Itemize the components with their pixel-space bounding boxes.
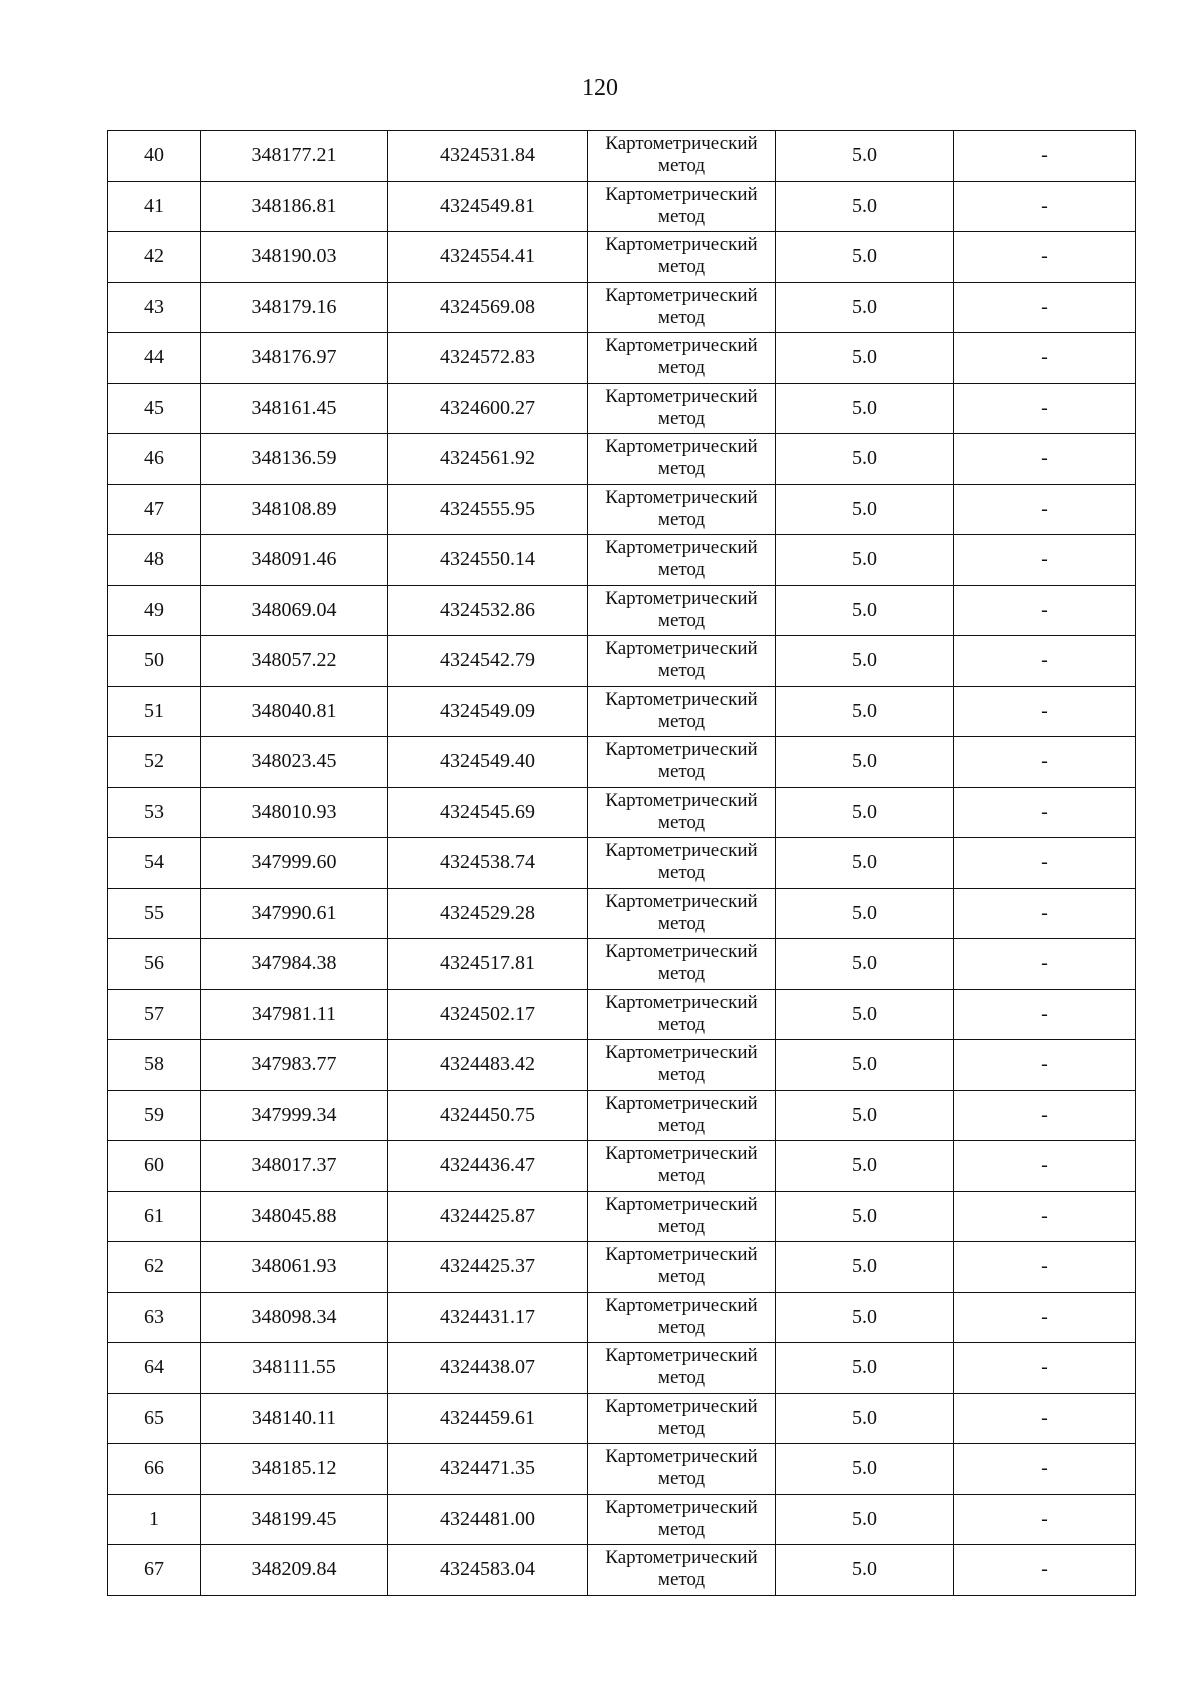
x-coordinate-cell: 348069.04 bbox=[201, 585, 388, 636]
table-row bbox=[108, 1191, 1136, 1242]
method-cell bbox=[588, 686, 776, 737]
table-row bbox=[108, 535, 1136, 586]
table-row bbox=[108, 1040, 1136, 1091]
note-cell: - bbox=[954, 989, 1136, 1040]
accuracy-cell: 5.0 bbox=[776, 686, 954, 737]
x-coordinate-cell: 348111.55 bbox=[201, 1343, 388, 1394]
x-coordinate-cell: 348023.45 bbox=[201, 737, 388, 788]
table-row bbox=[108, 1545, 1136, 1596]
point-number-cell: 47 bbox=[108, 484, 201, 535]
x-coordinate-cell: 348136.59 bbox=[201, 434, 388, 485]
point-number-cell: 54 bbox=[108, 838, 201, 889]
method-line-1: Картометрический bbox=[605, 385, 758, 407]
method-line-1: Картометрический bbox=[605, 890, 758, 912]
method-line-2: метод bbox=[657, 963, 706, 984]
method-cell bbox=[588, 434, 776, 485]
note-cell: - bbox=[954, 1090, 1136, 1141]
table-row bbox=[108, 434, 1136, 485]
method-cell bbox=[588, 838, 776, 889]
x-coordinate-cell: 348091.46 bbox=[201, 535, 388, 586]
note-cell: - bbox=[954, 484, 1136, 535]
note-cell: - bbox=[954, 939, 1136, 990]
method-cell bbox=[588, 1191, 776, 1242]
method-line-2: метод bbox=[657, 559, 706, 580]
note-cell: - bbox=[954, 1545, 1136, 1596]
accuracy-cell: 5.0 bbox=[776, 434, 954, 485]
accuracy-cell: 5.0 bbox=[776, 1292, 954, 1343]
accuracy-cell: 5.0 bbox=[776, 888, 954, 939]
note-cell: - bbox=[954, 1242, 1136, 1293]
method-line-1: Картометрический bbox=[605, 991, 758, 1013]
method-line-2: метод bbox=[657, 912, 706, 934]
table-row bbox=[108, 232, 1136, 283]
y-coordinate-cell: 4324436.47 bbox=[388, 1141, 588, 1192]
method-line-1: Картометрический bbox=[605, 1244, 758, 1265]
note-cell: - bbox=[954, 131, 1136, 182]
accuracy-cell: 5.0 bbox=[776, 1343, 954, 1394]
y-coordinate-cell: 4324549.81 bbox=[388, 181, 588, 232]
method-line-2: метод bbox=[657, 1114, 706, 1136]
method-line-1: Картометрический bbox=[605, 1294, 758, 1316]
x-coordinate-cell: 348209.84 bbox=[201, 1545, 388, 1596]
x-coordinate-cell: 347999.60 bbox=[201, 838, 388, 889]
method-cell bbox=[588, 383, 776, 434]
method-line-2: метод bbox=[657, 407, 706, 429]
note-cell: - bbox=[954, 1393, 1136, 1444]
accuracy-cell: 5.0 bbox=[776, 484, 954, 535]
note-cell: - bbox=[954, 232, 1136, 283]
x-coordinate-cell: 348040.81 bbox=[201, 686, 388, 737]
point-number-cell: 53 bbox=[108, 787, 201, 838]
point-number-cell: 49 bbox=[108, 585, 201, 636]
method-line-1: Картометрический bbox=[605, 234, 758, 255]
note-cell: - bbox=[954, 333, 1136, 384]
x-coordinate-cell: 347981.11 bbox=[201, 989, 388, 1040]
note-cell: - bbox=[954, 181, 1136, 232]
note-cell: - bbox=[954, 737, 1136, 788]
note-cell: - bbox=[954, 1444, 1136, 1495]
method-cell bbox=[588, 333, 776, 384]
y-coordinate-cell: 4324572.83 bbox=[388, 333, 588, 384]
table-row bbox=[108, 181, 1136, 232]
table-row bbox=[108, 1141, 1136, 1192]
coordinates-table bbox=[107, 130, 1136, 1596]
method-line-2: метод bbox=[657, 508, 706, 530]
method-line-1: Картометрический bbox=[605, 587, 758, 609]
point-number-cell: 55 bbox=[108, 888, 201, 939]
method-cell bbox=[588, 282, 776, 333]
y-coordinate-cell: 4324600.27 bbox=[388, 383, 588, 434]
method-line-1: Картометрический bbox=[605, 688, 758, 710]
accuracy-cell: 5.0 bbox=[776, 1494, 954, 1545]
point-number-cell: 60 bbox=[108, 1141, 201, 1192]
point-number-cell: 63 bbox=[108, 1292, 201, 1343]
method-cell bbox=[588, 131, 776, 182]
note-cell: - bbox=[954, 1191, 1136, 1242]
point-number-cell: 58 bbox=[108, 1040, 201, 1091]
note-cell: - bbox=[954, 585, 1136, 636]
accuracy-cell: 5.0 bbox=[776, 383, 954, 434]
method-line-2: метод bbox=[657, 761, 706, 782]
y-coordinate-cell: 4324549.40 bbox=[388, 737, 588, 788]
method-cell bbox=[588, 1393, 776, 1444]
table-row bbox=[108, 383, 1136, 434]
method-cell bbox=[588, 1444, 776, 1495]
y-coordinate-cell: 4324542.79 bbox=[388, 636, 588, 687]
y-coordinate-cell: 4324502.17 bbox=[388, 989, 588, 1040]
x-coordinate-cell: 347984.38 bbox=[201, 939, 388, 990]
table-row bbox=[108, 787, 1136, 838]
x-coordinate-cell: 348190.03 bbox=[201, 232, 388, 283]
x-coordinate-cell: 348108.89 bbox=[201, 484, 388, 535]
accuracy-cell: 5.0 bbox=[776, 989, 954, 1040]
x-coordinate-cell: 348017.37 bbox=[201, 1141, 388, 1192]
table-row bbox=[108, 737, 1136, 788]
y-coordinate-cell: 4324550.14 bbox=[388, 535, 588, 586]
method-cell bbox=[588, 181, 776, 232]
accuracy-cell: 5.0 bbox=[776, 585, 954, 636]
table-row bbox=[108, 585, 1136, 636]
x-coordinate-cell: 348098.34 bbox=[201, 1292, 388, 1343]
x-coordinate-cell: 348140.11 bbox=[201, 1393, 388, 1444]
point-number-cell: 59 bbox=[108, 1090, 201, 1141]
note-cell: - bbox=[954, 1040, 1136, 1091]
method-line-2: метод bbox=[657, 710, 706, 732]
accuracy-cell: 5.0 bbox=[776, 737, 954, 788]
y-coordinate-cell: 4324517.81 bbox=[388, 939, 588, 990]
note-cell: - bbox=[954, 686, 1136, 737]
y-coordinate-cell: 4324569.08 bbox=[388, 282, 588, 333]
table-row bbox=[108, 484, 1136, 535]
method-line-2: метод bbox=[657, 1518, 706, 1540]
y-coordinate-cell: 4324555.95 bbox=[388, 484, 588, 535]
accuracy-cell: 5.0 bbox=[776, 535, 954, 586]
y-coordinate-cell: 4324538.74 bbox=[388, 838, 588, 889]
method-cell bbox=[588, 1545, 776, 1596]
method-line-1: Картометрический bbox=[605, 183, 758, 205]
point-number-cell: 48 bbox=[108, 535, 201, 586]
accuracy-cell: 5.0 bbox=[776, 1141, 954, 1192]
method-line-2: метод bbox=[657, 811, 706, 833]
note-cell: - bbox=[954, 434, 1136, 485]
x-coordinate-cell: 348186.81 bbox=[201, 181, 388, 232]
method-line-1: Картометрический bbox=[605, 335, 758, 356]
accuracy-cell: 5.0 bbox=[776, 939, 954, 990]
method-line-2: метод bbox=[657, 1468, 706, 1489]
y-coordinate-cell: 4324532.86 bbox=[388, 585, 588, 636]
method-line-2: метод bbox=[657, 458, 706, 479]
accuracy-cell: 5.0 bbox=[776, 1090, 954, 1141]
method-line-1: Картометрический bbox=[605, 486, 758, 508]
y-coordinate-cell: 4324554.41 bbox=[388, 232, 588, 283]
method-line-2: метод bbox=[657, 306, 706, 328]
method-line-2: метод bbox=[657, 1215, 706, 1237]
method-line-1: Картометрический bbox=[605, 840, 758, 861]
point-number-cell: 46 bbox=[108, 434, 201, 485]
x-coordinate-cell: 348185.12 bbox=[201, 1444, 388, 1495]
method-cell bbox=[588, 1040, 776, 1091]
table-row bbox=[108, 333, 1136, 384]
note-cell: - bbox=[954, 636, 1136, 687]
note-cell: - bbox=[954, 787, 1136, 838]
page-number: 120 bbox=[582, 75, 618, 101]
note-cell: - bbox=[954, 1292, 1136, 1343]
accuracy-cell: 5.0 bbox=[776, 131, 954, 182]
point-number-cell: 41 bbox=[108, 181, 201, 232]
method-line-2: метод bbox=[657, 862, 706, 883]
method-cell bbox=[588, 232, 776, 283]
x-coordinate-cell: 347999.34 bbox=[201, 1090, 388, 1141]
table-row bbox=[108, 282, 1136, 333]
point-number-cell: 57 bbox=[108, 989, 201, 1040]
method-cell bbox=[588, 737, 776, 788]
x-coordinate-cell: 348179.16 bbox=[201, 282, 388, 333]
accuracy-cell: 5.0 bbox=[776, 838, 954, 889]
point-number-cell: 51 bbox=[108, 686, 201, 737]
method-line-1: Картометрический bbox=[605, 1446, 758, 1467]
method-line-1: Картометрический bbox=[605, 537, 758, 558]
accuracy-cell: 5.0 bbox=[776, 787, 954, 838]
y-coordinate-cell: 4324483.42 bbox=[388, 1040, 588, 1091]
method-line-1: Картометрический bbox=[605, 436, 758, 457]
method-cell bbox=[588, 1090, 776, 1141]
table-row bbox=[108, 686, 1136, 737]
method-line-2: метод bbox=[657, 660, 706, 681]
method-cell bbox=[588, 585, 776, 636]
point-number-cell: 45 bbox=[108, 383, 201, 434]
method-cell bbox=[588, 1343, 776, 1394]
method-cell bbox=[588, 1292, 776, 1343]
method-line-2: метод bbox=[657, 357, 706, 378]
table-body bbox=[108, 131, 1136, 1596]
method-line-1: Картометрический bbox=[605, 638, 758, 659]
accuracy-cell: 5.0 bbox=[776, 333, 954, 384]
x-coordinate-cell: 348176.97 bbox=[201, 333, 388, 384]
note-cell: - bbox=[954, 282, 1136, 333]
table-row bbox=[108, 636, 1136, 687]
method-cell bbox=[588, 484, 776, 535]
method-line-1: Картометрический bbox=[605, 1193, 758, 1215]
method-cell bbox=[588, 888, 776, 939]
method-line-2: метод bbox=[657, 256, 706, 277]
accuracy-cell: 5.0 bbox=[776, 1040, 954, 1091]
y-coordinate-cell: 4324425.87 bbox=[388, 1191, 588, 1242]
table-row bbox=[108, 888, 1136, 939]
method-line-2: метод bbox=[657, 1064, 706, 1085]
note-cell: - bbox=[954, 1343, 1136, 1394]
point-number-cell: 1 bbox=[108, 1494, 201, 1545]
accuracy-cell: 5.0 bbox=[776, 1444, 954, 1495]
point-number-cell: 56 bbox=[108, 939, 201, 990]
method-line-1: Картометрический bbox=[605, 1042, 758, 1063]
x-coordinate-cell: 348161.45 bbox=[201, 383, 388, 434]
method-line-2: метод bbox=[657, 609, 706, 631]
note-cell: - bbox=[954, 1494, 1136, 1545]
point-number-cell: 64 bbox=[108, 1343, 201, 1394]
method-line-2: метод bbox=[657, 1417, 706, 1439]
point-number-cell: 66 bbox=[108, 1444, 201, 1495]
method-line-1: Картометрический bbox=[605, 284, 758, 306]
table-row bbox=[108, 1343, 1136, 1394]
method-line-1: Картометрический bbox=[605, 1345, 758, 1366]
point-number-cell: 61 bbox=[108, 1191, 201, 1242]
accuracy-cell: 5.0 bbox=[776, 181, 954, 232]
note-cell: - bbox=[954, 888, 1136, 939]
y-coordinate-cell: 4324529.28 bbox=[388, 888, 588, 939]
method-cell bbox=[588, 939, 776, 990]
table-row bbox=[108, 1444, 1136, 1495]
table-row bbox=[108, 838, 1136, 889]
accuracy-cell: 5.0 bbox=[776, 282, 954, 333]
x-coordinate-cell: 348045.88 bbox=[201, 1191, 388, 1242]
point-number-cell: 67 bbox=[108, 1545, 201, 1596]
point-number-cell: 62 bbox=[108, 1242, 201, 1293]
method-line-2: метод bbox=[657, 1266, 706, 1287]
method-line-2: метод bbox=[657, 1569, 706, 1590]
method-line-1: Картометрический bbox=[605, 1143, 758, 1164]
method-cell bbox=[588, 636, 776, 687]
note-cell: - bbox=[954, 383, 1136, 434]
x-coordinate-cell: 347983.77 bbox=[201, 1040, 388, 1091]
note-cell: - bbox=[954, 1141, 1136, 1192]
note-cell: - bbox=[954, 535, 1136, 586]
accuracy-cell: 5.0 bbox=[776, 636, 954, 687]
x-coordinate-cell: 348177.21 bbox=[201, 131, 388, 182]
point-number-cell: 43 bbox=[108, 282, 201, 333]
x-coordinate-cell: 348010.93 bbox=[201, 787, 388, 838]
table-row bbox=[108, 939, 1136, 990]
accuracy-cell: 5.0 bbox=[776, 232, 954, 283]
y-coordinate-cell: 4324481.00 bbox=[388, 1494, 588, 1545]
method-cell bbox=[588, 535, 776, 586]
method-line-2: метод bbox=[657, 1165, 706, 1186]
accuracy-cell: 5.0 bbox=[776, 1545, 954, 1596]
point-number-cell: 50 bbox=[108, 636, 201, 687]
y-coordinate-cell: 4324459.61 bbox=[388, 1393, 588, 1444]
table-row bbox=[108, 989, 1136, 1040]
y-coordinate-cell: 4324431.17 bbox=[388, 1292, 588, 1343]
method-line-2: метод bbox=[657, 1013, 706, 1035]
accuracy-cell: 5.0 bbox=[776, 1393, 954, 1444]
method-line-2: метод bbox=[657, 1316, 706, 1338]
method-line-1: Картометрический bbox=[605, 739, 758, 760]
method-line-1: Картометрический bbox=[605, 133, 758, 154]
note-cell: - bbox=[954, 838, 1136, 889]
table-row bbox=[108, 131, 1136, 182]
y-coordinate-cell: 4324561.92 bbox=[388, 434, 588, 485]
y-coordinate-cell: 4324549.09 bbox=[388, 686, 588, 737]
x-coordinate-cell: 348199.45 bbox=[201, 1494, 388, 1545]
method-cell bbox=[588, 989, 776, 1040]
point-number-cell: 44 bbox=[108, 333, 201, 384]
accuracy-cell: 5.0 bbox=[776, 1191, 954, 1242]
y-coordinate-cell: 4324425.37 bbox=[388, 1242, 588, 1293]
method-cell bbox=[588, 1494, 776, 1545]
y-coordinate-cell: 4324450.75 bbox=[388, 1090, 588, 1141]
method-line-1: Картометрический bbox=[605, 1092, 758, 1114]
method-line-1: Картометрический bbox=[605, 1395, 758, 1417]
x-coordinate-cell: 348061.93 bbox=[201, 1242, 388, 1293]
y-coordinate-cell: 4324583.04 bbox=[388, 1545, 588, 1596]
accuracy-cell: 5.0 bbox=[776, 1242, 954, 1293]
table-row bbox=[108, 1393, 1136, 1444]
table-row bbox=[108, 1292, 1136, 1343]
method-cell bbox=[588, 1141, 776, 1192]
y-coordinate-cell: 4324545.69 bbox=[388, 787, 588, 838]
table-row bbox=[108, 1494, 1136, 1545]
method-line-1: Картометрический bbox=[605, 789, 758, 811]
method-cell bbox=[588, 1242, 776, 1293]
method-cell bbox=[588, 787, 776, 838]
y-coordinate-cell: 4324438.07 bbox=[388, 1343, 588, 1394]
method-line-2: метод bbox=[657, 205, 706, 227]
method-line-2: метод bbox=[657, 155, 706, 176]
method-line-1: Картометрический bbox=[605, 941, 758, 962]
method-line-2: метод bbox=[657, 1367, 706, 1388]
x-coordinate-cell: 347990.61 bbox=[201, 888, 388, 939]
point-number-cell: 52 bbox=[108, 737, 201, 788]
method-line-1: Картометрический bbox=[605, 1496, 758, 1518]
point-number-cell: 42 bbox=[108, 232, 201, 283]
y-coordinate-cell: 4324531.84 bbox=[388, 131, 588, 182]
method-line-1: Картометрический bbox=[605, 1547, 758, 1568]
y-coordinate-cell: 4324471.35 bbox=[388, 1444, 588, 1495]
table-row bbox=[108, 1242, 1136, 1293]
point-number-cell: 40 bbox=[108, 131, 201, 182]
x-coordinate-cell: 348057.22 bbox=[201, 636, 388, 687]
point-number-cell: 65 bbox=[108, 1393, 201, 1444]
table-row bbox=[108, 1090, 1136, 1141]
